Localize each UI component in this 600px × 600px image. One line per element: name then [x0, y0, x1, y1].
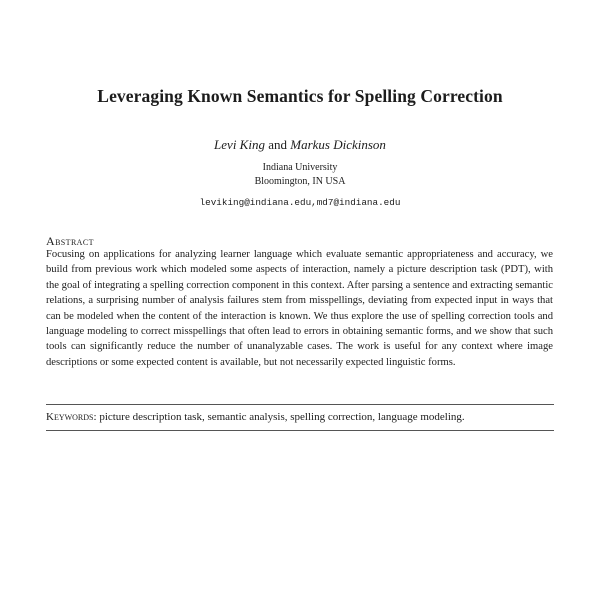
affiliation-location: Bloomington, IN USA	[254, 176, 346, 187]
author-name: Markus Dickinson	[290, 137, 386, 152]
author-name: Levi King	[214, 137, 265, 152]
author-line	[0, 137, 600, 153]
author-emails: leviking@indiana.edu,md7@indiana.edu	[199, 197, 401, 208]
keywords-label: Keywords:	[46, 411, 97, 423]
abstract-heading-label: Abstract	[46, 234, 94, 248]
keywords-text: picture description task, semantic analysis, spelling correction, language modeling.	[99, 411, 465, 423]
abstract-text: Focusing on applications for analyzing learner language which evaluate semantic appropriateness and accuracy, we build from previous work which modeled some aspects of interaction, namely a picture description task (PDT), with the goal of integrating a spelling correction component in this context. After parsing a sentence and extracting semantic relations, a surprising number of analysis failures stem from misspellings, deviating from expected input in ways that can be modeled when the content of the interaction is known. We thus explore the use of spelling correction tools and language modeling to correct misspellings that often lead to errors in obtaining semantic forms, and we show that such tools can significantly reduce the number of unanalyzable cases. The work is useful for any context where image descriptions or some expected content is available, but not necessarily expected linguistic forms.	[46, 249, 553, 368]
keywords-top-rule	[46, 404, 554, 405]
affiliation-institution: Indiana University	[262, 162, 338, 173]
keywords-line	[46, 411, 556, 423]
paper-title: Leveraging Known Semantics for Spelling Correction	[97, 86, 503, 106]
keywords-bottom-rule	[46, 430, 554, 431]
author-conjunction: and	[268, 137, 287, 152]
